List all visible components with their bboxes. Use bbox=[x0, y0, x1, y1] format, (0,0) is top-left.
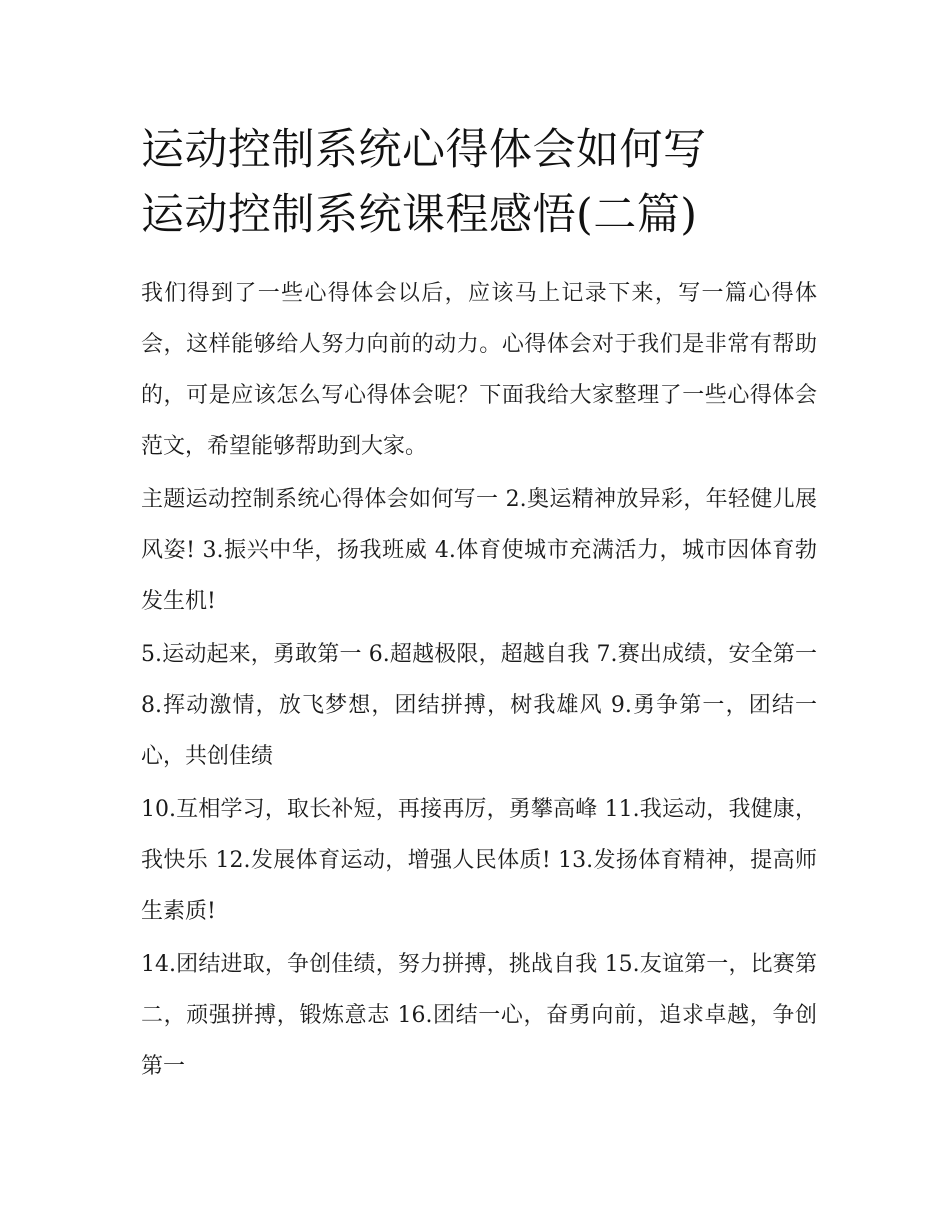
document-title bbox=[141, 118, 817, 248]
intro-paragraph: 我们得到了一些心得体会以后，应该马上记录下来，写一篇心得体会，这样能够给人努力向前的动力。心得体会对于我们是非常有帮助的，可是应该怎么写心得体会呢？下面我给大家整理了一些心得体会范文，希望能够帮助到大家。 bbox=[141, 281, 817, 459]
slogan-paragraph-4: 14.团结进取，争创佳绩，努力拼搏，挑战自我 15.友谊第一，比赛第二，顽强拼搏，锻炼意志 16.团结一心，奋勇向前，追求卓越，争创第一 bbox=[141, 952, 817, 1079]
slogan-paragraph-3: 10.互相学习，取长补短，再接再厉，勇攀高峰 11.我运动，我健康，我快乐 12.发展体育运动，增强人民体质! 13.发扬体育精神，提高师生素质! bbox=[141, 797, 817, 924]
document-body bbox=[141, 118, 817, 1094]
slogan-paragraph-1: 主题运动控制系统心得体会如何写一 2.奥运精神放异彩，年轻健儿展风姿! 3.振兴中华，扬我班威 4.体育使城市充满活力，城市因体育勃发生机! bbox=[141, 487, 817, 614]
title-line-1: 运动控制系统心得体会如何写 bbox=[141, 125, 707, 175]
slogan-paragraph-2: 5.运动起来，勇敢第一 6.超越极限，超越自我 7.赛出成绩，安全第一 8.挥动激情，放飞梦想，团结拼搏，树我雄风 9.勇争第一，团结一心，共创佳绩 bbox=[141, 642, 817, 769]
title-line-2: 运动控制系统课程感悟(二篇) bbox=[141, 190, 698, 240]
